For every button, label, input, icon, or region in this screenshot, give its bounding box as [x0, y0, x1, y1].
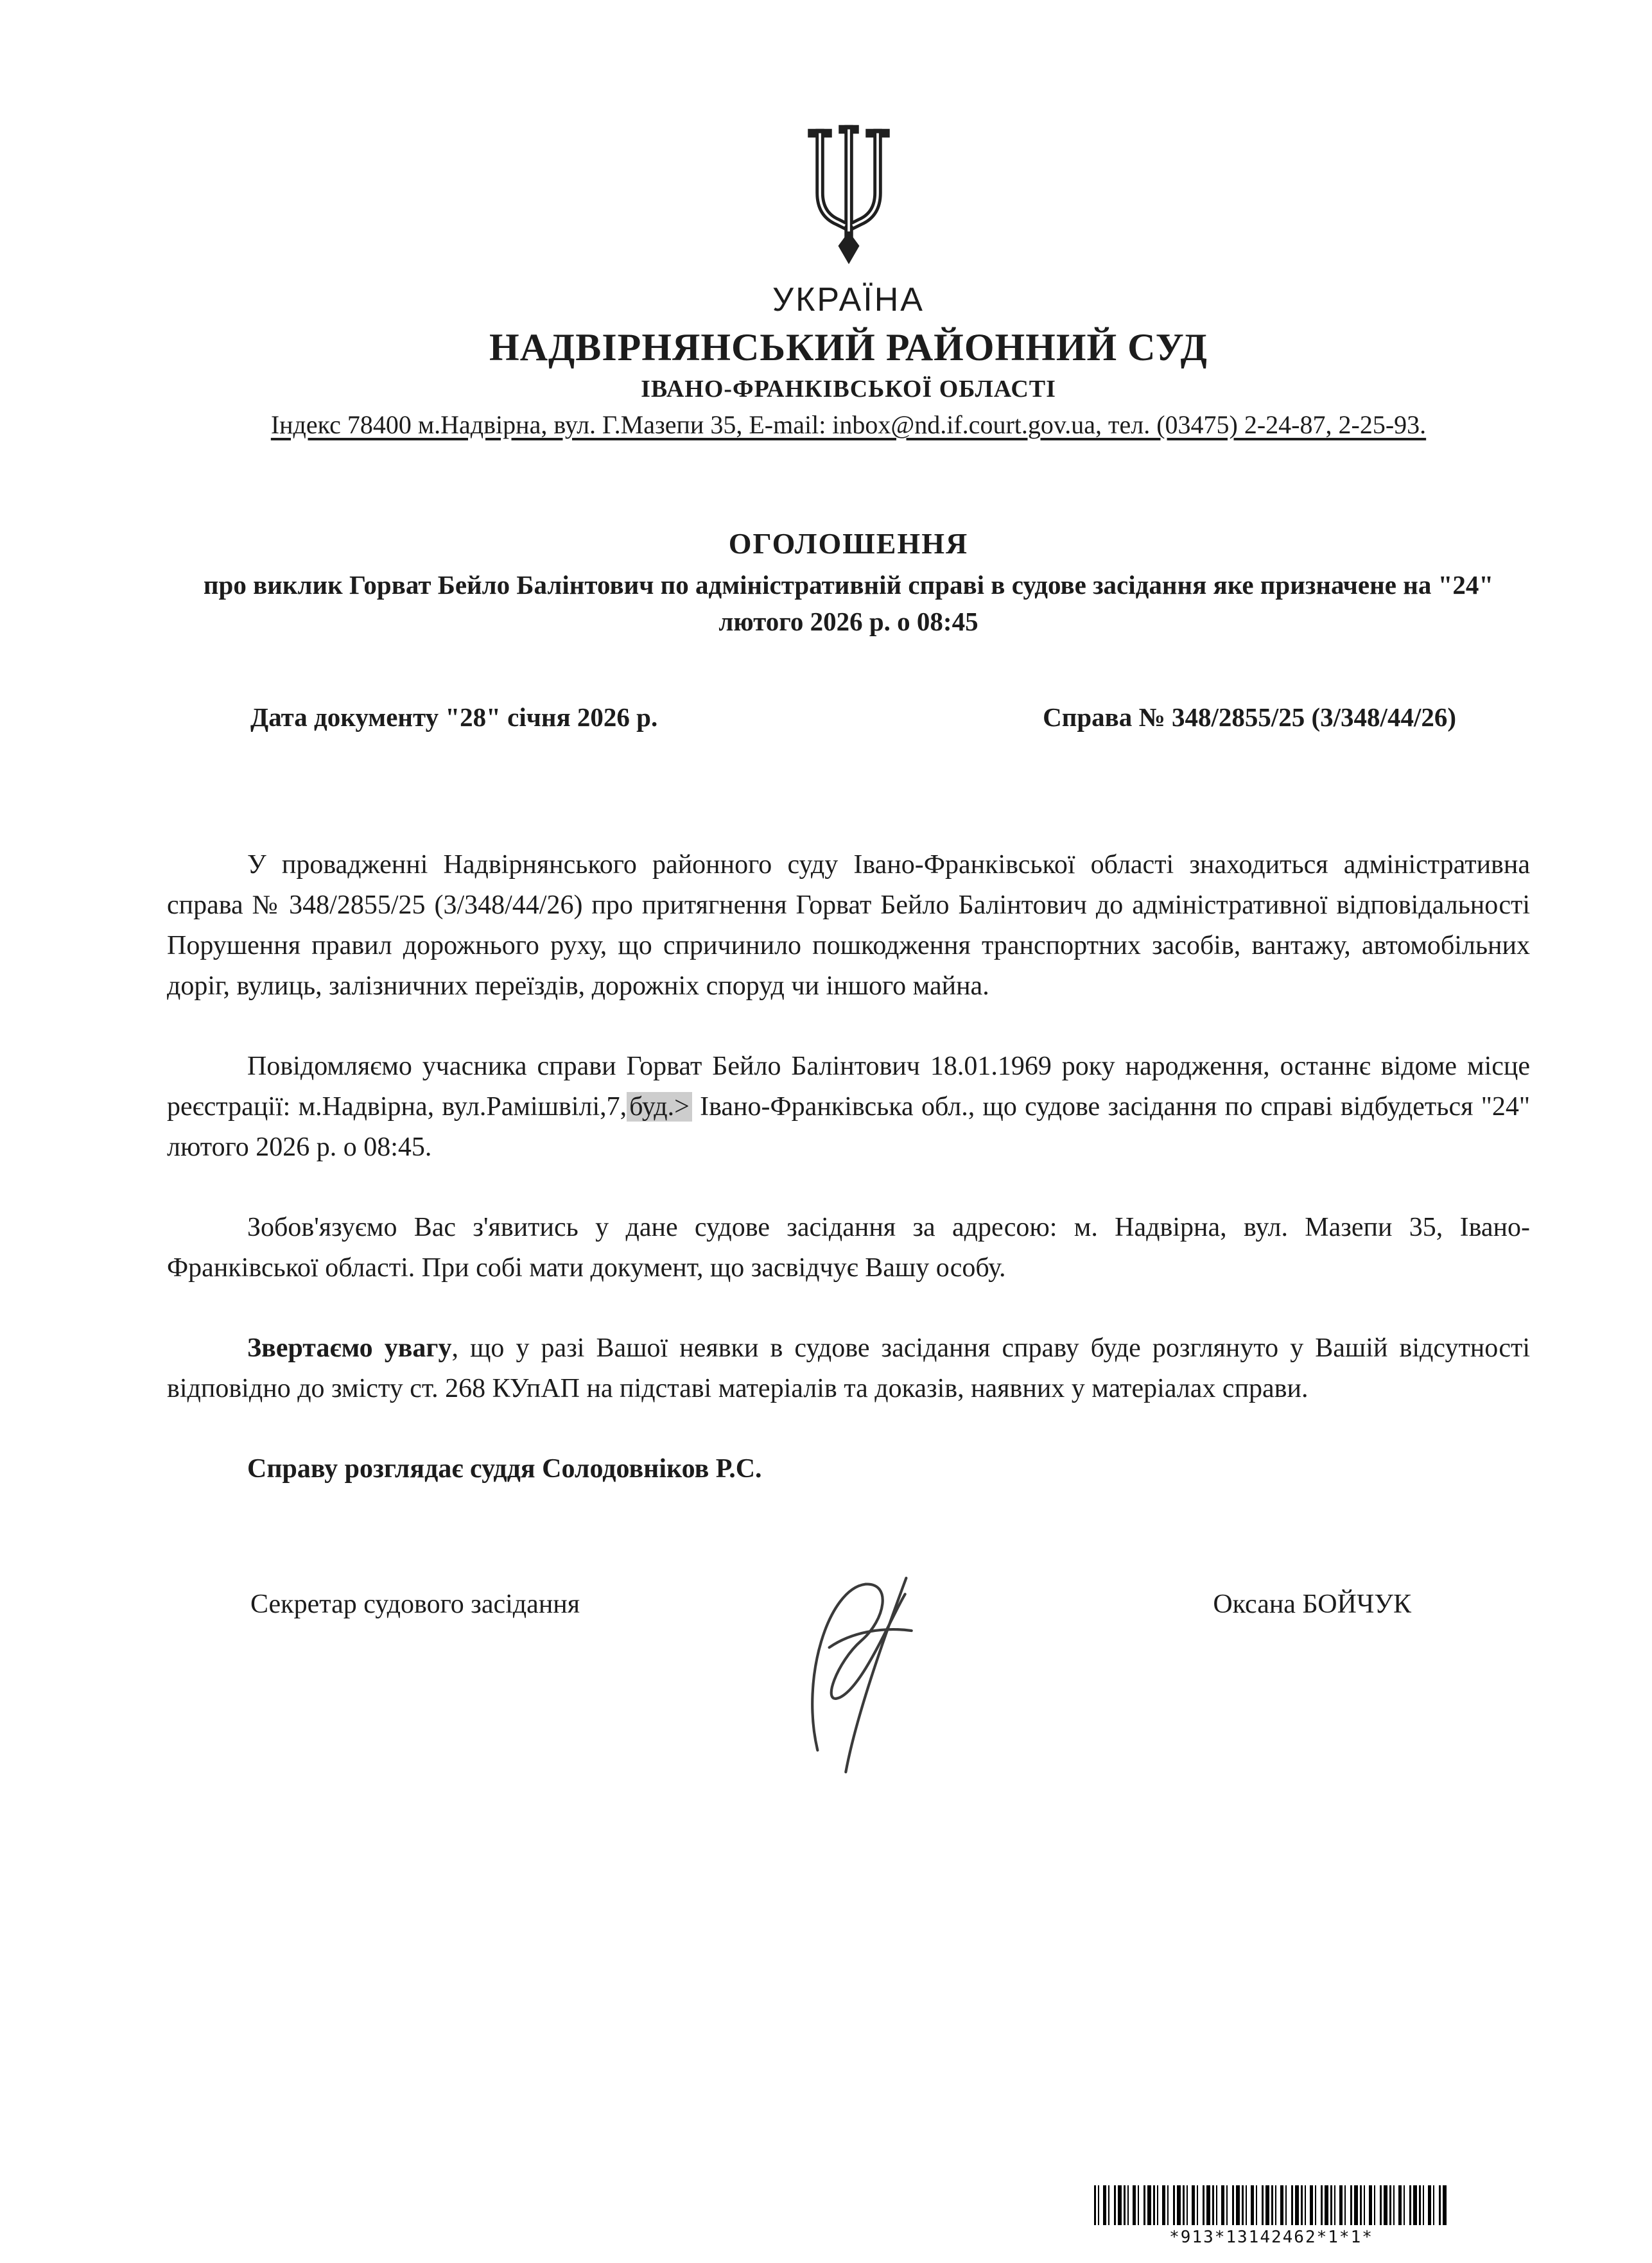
- document-date: Дата документу "28" січня 2026 р.: [250, 702, 658, 732]
- paragraph-warning: [167, 1328, 1530, 1409]
- judge-text: Справу розглядає суддя Солодовніков Р.С.: [247, 1453, 762, 1484]
- barcode: [1094, 2185, 1448, 2225]
- obligation-text: Зобов'язуємо Вас з'явитись у дане судове засідання за адресою: м. Надвірна, вул. Мазепи 35, Івано-Франківської області. При собі мати документ, що засвідчує Вашу особу.: [167, 1212, 1530, 1283]
- secretary-name: Оксана БОЙЧУК: [1213, 1589, 1411, 1619]
- case-number: Справа № 348/2855/25 (3/348/44/26): [1043, 702, 1456, 732]
- paragraph-obligation: [167, 1208, 1530, 1288]
- court-name: НАДВІРНЯНСЬКИЙ РАЙОННИЙ СУД: [489, 326, 1208, 368]
- title-block: [167, 526, 1530, 641]
- signature-icon: [766, 1554, 961, 1791]
- paragraph-case-description-text: У провадженні Надвірнянського районного суду Івано-Франківської області знаходиться адміністративна справа № 348/2855/25 (3/348/44/26) про притягнення Горват Бейло Балінтович до адміністративної відповідальності Порушення правил дорожнього руху, що спричинило пошкодження транспортних засобів, вантажу, автомобільних доріг, вулиць, залізничних переїздів, дорожніх споруд чи іншого майна.: [167, 849, 1530, 1001]
- document-subheading: про виклик Горват Бейло Балінтович по адміністративній справі в судове засідання яке призначене на "24" лютого 2026 р. о 08:45: [203, 570, 1494, 637]
- trident-base: [838, 232, 859, 264]
- trident-emblem-icon: [801, 116, 897, 276]
- notice-text-end: Івано-Франківська обл., що судове засідання по справі відбудеться "24" лютого 2026 р. о 08:45.: [167, 1091, 1530, 1162]
- paragraph-case-description: [167, 845, 1530, 1007]
- warning-rest: , що у разі Вашої неявки в судове засідання справу буде розглянуто у Вашій відсутності відповідно до змісту ст. 268 КУпАП на підставі матеріалів та доказів, наявних у матеріалах справи.: [167, 1333, 1530, 1403]
- barcode-block: [1094, 2185, 1448, 2247]
- barcode-text: *913*13142462*1*1*: [1169, 2228, 1373, 2247]
- meta-row: [167, 702, 1530, 733]
- document-header: [167, 0, 1530, 440]
- court-region: ІВАНО-ФРАНКІВСЬКОЇ ОБЛАСТІ: [641, 376, 1056, 403]
- document-body: [167, 845, 1530, 1489]
- court-address-line: Індекс 78400 м.Надвірна, вул. Г.Мазепи 35, E-mail: inbox@nd.if.court.gov.ua, тел. (03475) 2-24-87, 2-25-93.: [270, 410, 1427, 439]
- notice-text-start: Повідомляємо учасника справи Горват Бейло Балінтович 18.01.1969 року народження, останнє відоме місце реєстрації: м.Надвірна, вул.Рамішвілі,7,: [167, 1051, 1530, 1122]
- warning-lead: Звертаємо увагу: [247, 1333, 452, 1363]
- document-heading: ОГОЛОШЕННЯ: [728, 527, 969, 560]
- highlighted-address-fragment: буд.>: [627, 1092, 692, 1122]
- paragraph-notice: [167, 1046, 1530, 1168]
- secretary-label: Секретар судового засідання: [250, 1589, 580, 1619]
- country-label: УКРАЇНА: [772, 281, 925, 318]
- paragraph-judge: [167, 1449, 1530, 1489]
